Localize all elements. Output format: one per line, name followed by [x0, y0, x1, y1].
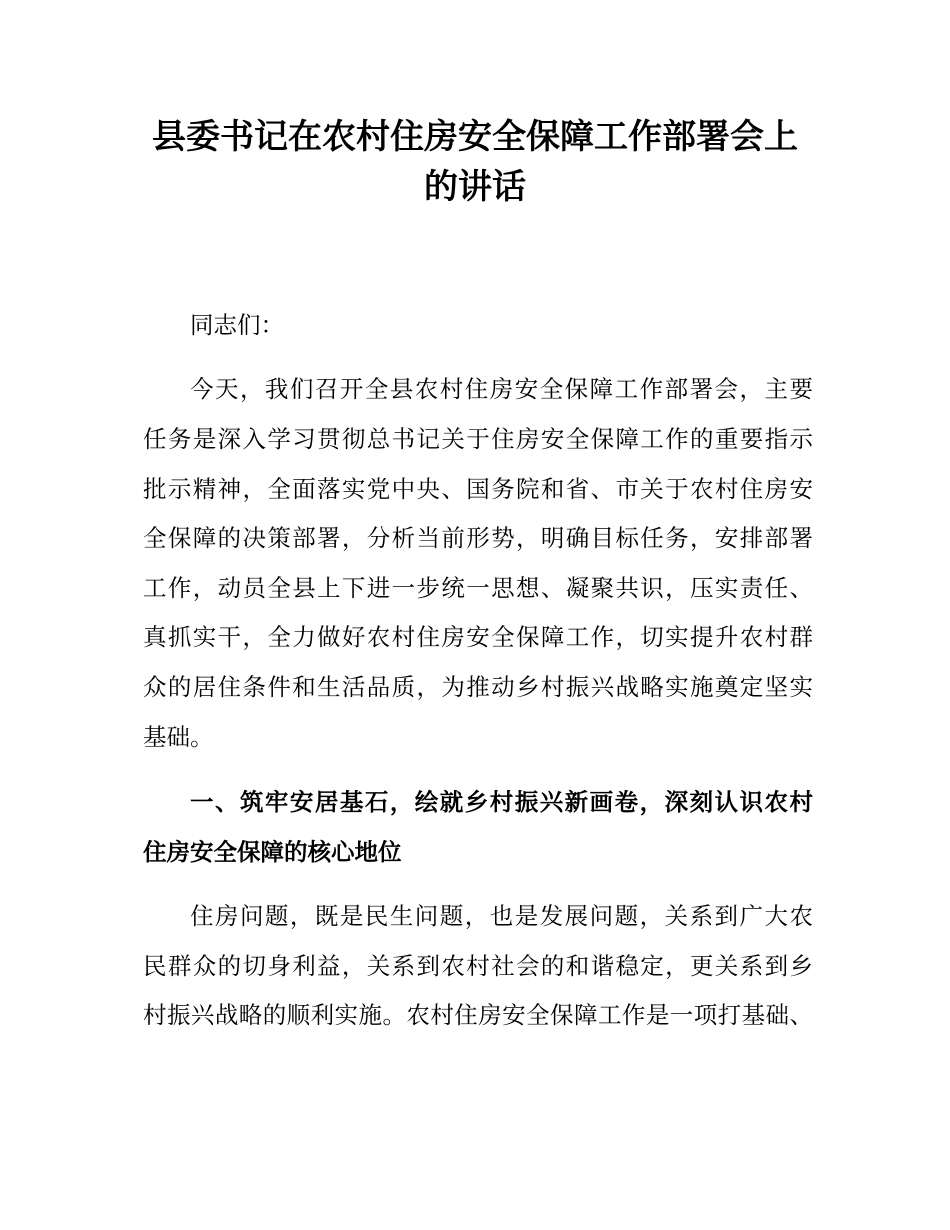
paragraph-1-line-1: 今天，我们召开全县农村住房安全保障工作部署会，主要	[190, 375, 813, 403]
paragraph-1-line-6: 真抓实干，全力做好农村住房安全保障工作，切实提升农村群	[143, 623, 813, 651]
paragraph-1-line-2: 任务是深入学习贯彻总书记关于住房安全保障工作的重要指示	[143, 425, 813, 453]
paragraph-2-line-3: 村振兴战略的顺利实施。农村住房安全保障工作是一项打基础、	[143, 1001, 813, 1029]
paragraph-2-line-2: 民群众的切身利益，关系到农村社会的和谐稳定，更关系到乡	[143, 952, 813, 980]
paragraph-1-line-3: 批示精神，全面落实党中央、国务院和省、市关于农村住房安	[143, 475, 813, 503]
title-line-1: 县委书记在农村住房安全保障工作部署会上	[152, 117, 798, 157]
title-line-2: 的讲话	[424, 167, 526, 207]
paragraph-1-line-4: 全保障的决策部署，分析当前形势，明确目标任务，安排部署	[143, 524, 813, 552]
section-heading-1-line-1: 一、筑牢安居基石，绘就乡村振兴新画卷，深刻认识农村	[190, 788, 813, 816]
section-heading-1-line-2: 住房安全保障的核心地位	[143, 838, 402, 866]
salutation: 同志们：	[190, 311, 284, 339]
document-title	[110, 112, 840, 212]
paragraph-1-line-8: 基础。	[143, 723, 214, 751]
paragraph-1-line-5: 工作，动员全县上下进一步统一思想、凝聚共识，压实责任、	[143, 574, 813, 602]
paragraph-2-line-1: 住房问题，既是民生问题，也是发展问题，关系到广大农	[190, 902, 813, 930]
paragraph-1-line-7: 众的居住条件和生活品质，为推动乡村振兴战略实施奠定坚实	[143, 673, 813, 701]
